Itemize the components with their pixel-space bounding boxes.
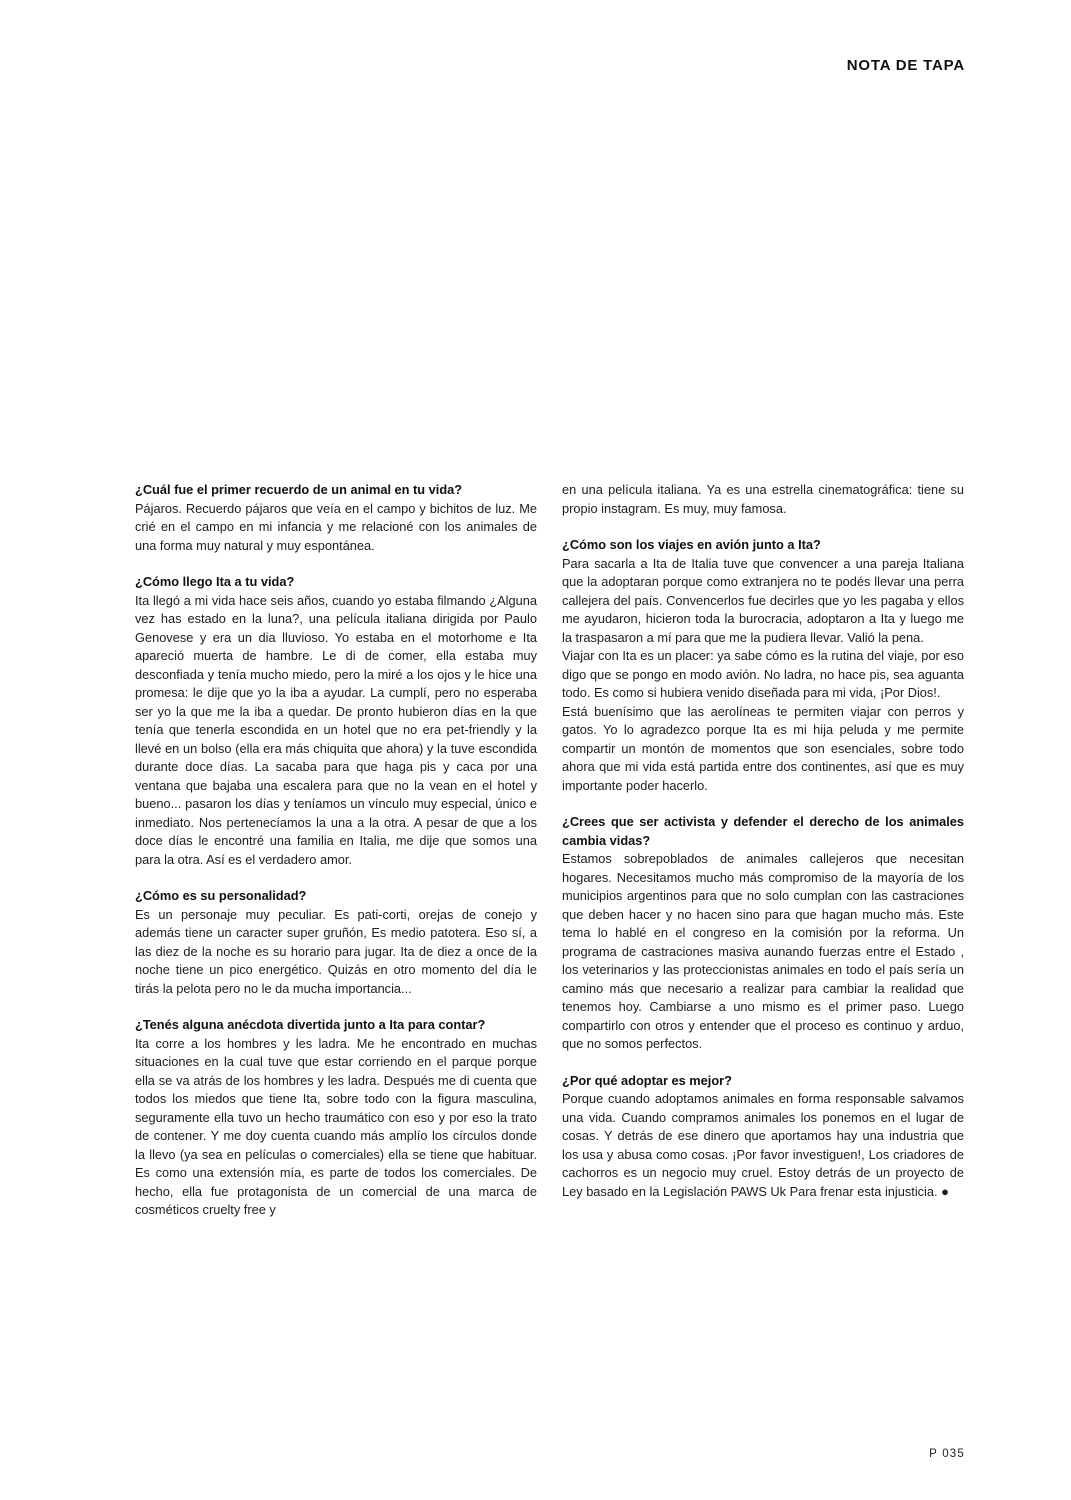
interview-question: ¿Cuál fue el primer recuerdo de un animal en tu vida? [135,482,463,497]
qa-block [135,481,537,555]
qa-block [135,573,537,869]
answer-text: Porque cuando adoptamos animales en forma responsable salvamos una vida. Cuando compramos animales los ponemos en el lugar de cosas. Y detrás de ese dinero que aportamos hay una industria que los usa y abusa como cosas. ¡Por favor investiguen!, Los criadores de cachorros es un negocio muy cruel. Estoy detrás de un proyecto de Ley basado en la Legislación PAWS Uk Para frenar esta injusticia. [562,1091,964,1199]
interview-question: ¿Tenés alguna anécdota divertida junto a Ita para contar? [135,1017,486,1032]
interview-answer: Ita corre a los hombres y les ladra. Me he encontrado en muchas situaciones en la cual tuve que estar corriendo en el parque porque ella se va atrás de los hombres y les ladra. Después me di cuenta que todos los miedos que tiene Ita, sobre todo con la figura masculina, seguramente ella tuvo un hecho traumático con eso y por eso la trato de contener. Y me doy cuenta cuando más amplío los círculos donde la llevo (ya sea en películas o comerciales) ella se tiene que habituar. Es como una extensión mía, es parte de todos los comerciales. De hecho, ella fue protagonista de un comercial de una marca de cosméticos cruelty free y [135,1035,537,1217]
section-header: NOTA DE TAPA [846,57,965,74]
article-body [135,481,965,1220]
interview-question: ¿Por qué adoptar es mejor? [562,1072,732,1088]
qa-block [135,1016,537,1220]
end-of-article-icon: ● [941,1183,949,1199]
interview-answer: Es un personaje muy peculiar. Es pati-corti, orejas de conejo y además tiene un caracter super gruñón, Es medio patotera. Eso sí, a las diez de la noche es su horario para jugar. Ita de diez a once de la noche tiene un pico energético. Quizás en otro momento del día le tirás la pelota pero no le da mucha importancia... [135,906,537,996]
qa-block [562,536,964,795]
interview-answer: Para sacarla a Ita de Italia tuve que convencer a una pareja Italiana que la adoptaran porque como extranjera no te podés llevar una perra callejera del país. Convencerlos fue decirles que yo les pagaba y ellos me ayudaron, hicieron toda la burocracia, adoptaron a Ita y luego me la traspasaron a mí para que me la pudiera llevar. Valió la pena. [562,555,964,645]
interview-answer: Estamos sobrepoblados de animales callejeros que necesitan hogares. Necesitamos mucho más compromiso de la mayoría de los municipios argentinos para que no solo cumplan con las castraciones que deben hacer y no hacen sino para que hagan mucho más. Este tema lo hablé en el congreso en la comisión por la reforma. Un programa de castraciones masiva aunando fuerzas entre el Estado , los veterinarios y las proteccionistas animales en todo el país sería un camino más que necesario a realizar para cambiar la realidad que tenemos hoy. Cambiarse a uno mismo es el primer paso. Luego compartirlo con otros y entender que el proceso es continuo y arduo, que no somos perfectos. [562,851,964,1051]
left-column [135,481,537,1220]
interview-answer: Viajar con Ita es un placer: ya sabe cómo es la rutina del viaje, por eso digo que se pongo en modo avión. No ladra, no hace pis, sea aguanta todo. Es como si hubiera venido diseñada para mi vida, ¡Por Dios!. [562,648,964,700]
interview-answer: Ita llegó a mi vida hace seis años, cuando yo estaba filmando ¿Alguna vez has estado en la luna?, una película italiana dirigida por Paulo Genovese y era un dia lluvioso. Yo estaba en el motorhome e Ita apareció muerta de hambre. Le di de comer, ella estaba muy desconfiada y tenía mucho miedo, pero la miré a los ojos y le hice una promesa: le dije que yo la iba a ayudar. La cumplí, pero no esperaba ser yo la que me la iba a quedar. De pronto hubieron días en la que tenía que tenerla escondida en un hotel que no era pet-friendly y la llevé en un bolso (ella era más chiquita que ahora) y la tuve escondida durante doce días. La sacaba para que haga pis y caca por una ventana que bajaba una escalera para que no la vean en el hotel y bueno... pasaron los días y teníamos un vínculo muy especial, único e inmediato. Nos pertenecíamos la una a la otra. A pesar de que a los doce días le encontré una familia en Italia, me dije que somos una para la otra. Así es el verdadero amor. [135,592,537,867]
qa-block-continuation [562,481,964,518]
interview-answer: Pájaros. Recuerdo pájaros que veía en el campo y bichitos de luz. Me crié en el campo en mi infancia y me relacioné con los animales de una forma muy natural y muy espontánea. [135,500,537,553]
interview-question: ¿Cómo son los viajes en avión junto a Ita? [562,537,821,552]
interview-question: ¿Cómo llego Ita a tu vida? [135,574,295,589]
interview-answer [562,1090,964,1201]
right-column [562,481,964,1220]
qa-block [562,1072,964,1202]
interview-question: ¿Cómo es su personalidad? [135,888,307,903]
interview-answer-continued: en una película italiana. Ya es una estrella cinematográfica: tiene su propio instagram. Es muy, muy famosa. [562,482,964,516]
interview-answer: Está buenísimo que las aerolíneas te permiten viajar con perros y gatos. Yo lo agradezco porque Ita es mi hija peluda y me permite compartir un montón de momentos que son esenciales, sobre todo ahora que mi vida está partida entre dos continentes, así que es muy importante poder hacerlo. [562,703,964,793]
interview-question: ¿Crees que ser activista y defender el derecho de los animales cambia vidas? [562,814,964,848]
page-number: P 035 [929,1448,965,1460]
qa-block [562,813,964,1054]
qa-block [135,887,537,998]
